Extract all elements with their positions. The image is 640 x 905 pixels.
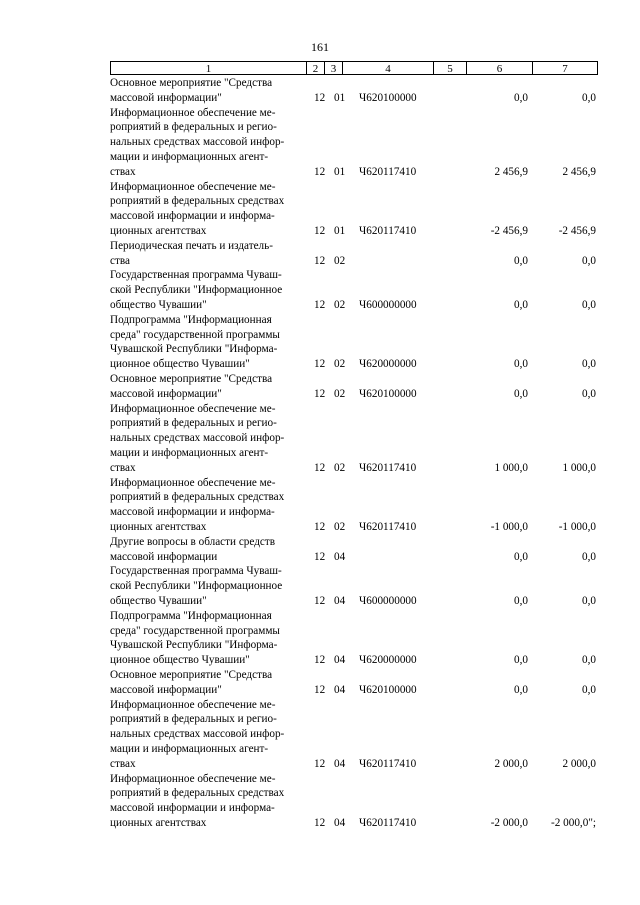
row-name xyxy=(110,535,308,565)
row-name xyxy=(110,313,308,372)
row-name xyxy=(110,609,308,668)
table-row xyxy=(110,313,600,372)
row-target-code: Ч620000000 xyxy=(359,654,417,667)
row-name-line: мации и информационных агент- xyxy=(110,446,269,459)
row-section: 12 xyxy=(314,594,326,607)
row-name xyxy=(110,476,308,535)
table-row xyxy=(110,772,600,831)
row-name xyxy=(110,372,308,402)
row-name-line: Чувашской Республики "Информа- xyxy=(110,639,278,652)
row-amount-6: 0,0 xyxy=(514,387,528,400)
row-amount-6: 0,0 xyxy=(514,91,528,104)
row-name xyxy=(110,564,308,608)
row-subsection: 04 xyxy=(334,550,346,563)
row-amount-7: 0,0 xyxy=(582,683,596,696)
row-amount-6: 0,0 xyxy=(514,298,528,311)
row-subsection: 02 xyxy=(334,461,346,474)
row-amount-7: -2 000,0"; xyxy=(551,816,596,829)
row-name xyxy=(110,106,308,180)
row-amount-6: 0,0 xyxy=(514,594,528,607)
row-amount-6: 0,0 xyxy=(514,254,528,267)
row-amount-7: 2 000,0 xyxy=(562,757,596,770)
row-name xyxy=(110,180,308,239)
row-target-code: Ч600000000 xyxy=(359,298,417,311)
row-amount-7: 0,0 xyxy=(582,654,596,667)
row-name-line: Основное мероприятие "Средства xyxy=(110,373,273,385)
row-name-line: Информационное обеспечение ме- xyxy=(110,698,276,711)
table-row xyxy=(110,180,600,239)
row-name-line: массовой информации и информа- xyxy=(110,802,275,815)
row-name-line: ционное общество Чувашии" xyxy=(110,358,250,371)
row-target-code: Ч620117410 xyxy=(359,757,417,770)
row-name-line: ционных агентствах xyxy=(110,224,207,237)
row-name-line: Информационное обеспечение ме- xyxy=(110,106,276,119)
row-name-line: роприятий в федеральных средствах xyxy=(110,195,285,208)
row-name-line: ционных агентствах xyxy=(110,520,207,533)
row-amount-7: 0,0 xyxy=(582,550,596,563)
row-name xyxy=(110,772,308,831)
row-subsection: 01 xyxy=(334,91,346,104)
row-target-code: Ч620117410 xyxy=(359,816,417,829)
row-section: 12 xyxy=(314,224,326,237)
row-name-line: Подпрограмма "Информационная xyxy=(110,609,272,622)
row-amount-6: 0,0 xyxy=(514,654,528,667)
row-name-line: Чувашской Республики "Информа- xyxy=(110,343,278,356)
table-row xyxy=(110,698,600,772)
row-name-line: Другие вопросы в области средств xyxy=(110,535,276,548)
row-name xyxy=(110,668,308,698)
row-amount-7: 0,0 xyxy=(582,91,596,104)
header-col-5: 5 xyxy=(433,61,467,75)
row-section: 12 xyxy=(314,816,326,829)
header-col-6: 6 xyxy=(466,61,533,75)
row-amount-6: 2 456,9 xyxy=(494,165,528,178)
row-subsection: 04 xyxy=(334,816,346,829)
header-col-7: 7 xyxy=(532,61,598,75)
table-row xyxy=(110,372,600,402)
row-name-line: мации и информационных агент- xyxy=(110,150,269,163)
row-section: 12 xyxy=(314,165,326,178)
row-amount-7: -2 456,9 xyxy=(558,224,596,237)
row-section: 12 xyxy=(314,91,326,104)
row-name xyxy=(110,268,308,312)
row-name-line: нальных средствах массовой инфор- xyxy=(110,728,285,741)
row-name-line: роприятий в федеральных и регио- xyxy=(110,121,277,134)
row-section: 12 xyxy=(314,654,326,667)
row-amount-6: 0,0 xyxy=(514,358,528,371)
row-name-line: массовой информации" xyxy=(110,387,222,400)
row-target-code: Ч620100000 xyxy=(359,91,417,104)
row-section: 12 xyxy=(314,683,326,696)
row-name-line: Информационное обеспечение ме- xyxy=(110,476,276,489)
row-subsection: 02 xyxy=(334,254,346,267)
row-name-line: нальных средствах массовой инфор- xyxy=(110,432,285,445)
row-name-line: роприятий в федеральных и регио- xyxy=(110,417,277,430)
row-target-code: Ч620000000 xyxy=(359,358,417,371)
row-name-line: ствах xyxy=(110,461,136,474)
row-target-code: Ч600000000 xyxy=(359,594,417,607)
row-subsection: 02 xyxy=(334,387,346,400)
row-name xyxy=(110,698,308,772)
row-name-line: Основное мероприятие "Средства xyxy=(110,669,273,681)
row-amount-7: 0,0 xyxy=(582,254,596,267)
row-target-code: Ч620117410 xyxy=(359,520,417,533)
row-name-line: Подпрограмма "Информационная xyxy=(110,313,272,326)
row-section: 12 xyxy=(314,550,326,563)
row-name-line: нальных средствах массовой инфор- xyxy=(110,136,285,149)
row-name-line: ствах xyxy=(110,757,136,770)
row-name-line: ствах xyxy=(110,165,136,178)
row-name-line: Государственная программа Чуваш- xyxy=(110,269,282,282)
row-target-code: Ч620100000 xyxy=(359,683,417,696)
table-row xyxy=(110,476,600,535)
table-header xyxy=(110,61,598,75)
header-col-4: 4 xyxy=(342,61,434,75)
table-row xyxy=(110,668,600,698)
row-name-line: роприятий в федеральных средствах xyxy=(110,491,285,504)
row-name-line: ционное общество Чувашии" xyxy=(110,654,250,667)
row-name-line: ской Республики "Информационное xyxy=(110,580,283,593)
row-subsection: 04 xyxy=(334,654,346,667)
row-name xyxy=(110,76,308,106)
row-section: 12 xyxy=(314,757,326,770)
row-name xyxy=(110,402,308,476)
table-row xyxy=(110,239,600,269)
row-amount-7: 0,0 xyxy=(582,387,596,400)
row-amount-6: 0,0 xyxy=(514,550,528,563)
row-name-line: ской Республики "Информационное xyxy=(110,284,283,297)
row-name-line: массовой информации и информа- xyxy=(110,210,275,223)
row-name-line: среда" государственной программы xyxy=(110,624,280,637)
row-amount-7: 2 456,9 xyxy=(562,165,596,178)
table-row xyxy=(110,76,600,106)
row-amount-7: -1 000,0 xyxy=(558,520,596,533)
row-amount-6: 0,0 xyxy=(514,683,528,696)
row-subsection: 04 xyxy=(334,683,346,696)
row-amount-7: 0,0 xyxy=(582,594,596,607)
table-row xyxy=(110,564,600,608)
row-name-line: массовой информации и информа- xyxy=(110,506,275,519)
row-name-line: Информационное обеспечение ме- xyxy=(110,180,276,193)
row-target-code: Ч620117410 xyxy=(359,224,417,237)
row-section: 12 xyxy=(314,520,326,533)
row-name-line: массовой информации" xyxy=(110,683,222,696)
table-row xyxy=(110,268,600,312)
header-col-1: 1 xyxy=(110,61,307,75)
row-target-code: Ч620117410 xyxy=(359,165,417,178)
header-col-3: 3 xyxy=(324,61,343,75)
row-name-line: среда" государственной программы xyxy=(110,328,280,341)
row-amount-6: -1 000,0 xyxy=(490,520,528,533)
row-section: 12 xyxy=(314,298,326,311)
row-name-line: ционных агентствах xyxy=(110,816,207,829)
row-name-line: Информационное обеспечение ме- xyxy=(110,402,276,415)
row-section: 12 xyxy=(314,254,326,267)
row-amount-6: -2 456,9 xyxy=(490,224,528,237)
row-subsection: 04 xyxy=(334,757,346,770)
header-col-2: 2 xyxy=(306,61,325,75)
row-name-line: общество Чувашии" xyxy=(110,298,207,311)
row-name-line: ства xyxy=(110,254,130,267)
table-row xyxy=(110,402,600,476)
table-row xyxy=(110,535,600,565)
table-row xyxy=(110,609,600,668)
table-row xyxy=(110,106,600,180)
row-subsection: 02 xyxy=(334,520,346,533)
row-section: 12 xyxy=(314,461,326,474)
row-name-line: Информационное обеспечение ме- xyxy=(110,772,276,785)
row-subsection: 04 xyxy=(334,594,346,607)
row-name-line: мации и информационных агент- xyxy=(110,742,269,755)
row-section: 12 xyxy=(314,387,326,400)
row-amount-6: 1 000,0 xyxy=(494,461,528,474)
row-subsection: 01 xyxy=(334,165,346,178)
row-name-line: Периодическая печать и издатель- xyxy=(110,239,273,252)
row-target-code: Ч620100000 xyxy=(359,387,417,400)
row-subsection: 02 xyxy=(334,358,346,371)
row-name-line: Государственная программа Чуваш- xyxy=(110,565,282,578)
row-name-line: роприятий в федеральных и регио- xyxy=(110,713,277,726)
row-name-line: массовой информации" xyxy=(110,91,222,104)
row-amount-7: 0,0 xyxy=(582,298,596,311)
page-number: 161 xyxy=(311,40,329,54)
row-section: 12 xyxy=(314,358,326,371)
row-name-line: общество Чувашии" xyxy=(110,594,207,607)
row-subsection: 01 xyxy=(334,224,346,237)
row-name-line: массовой информации xyxy=(110,550,218,563)
row-subsection: 02 xyxy=(334,298,346,311)
row-amount-7: 0,0 xyxy=(582,358,596,371)
row-target-code: Ч620117410 xyxy=(359,461,417,474)
row-name xyxy=(110,239,308,269)
row-amount-6: 2 000,0 xyxy=(494,757,528,770)
row-name-line: роприятий в федеральных средствах xyxy=(110,787,285,800)
row-name-line: Основное мероприятие "Средства xyxy=(110,77,273,89)
row-amount-6: -2 000,0 xyxy=(490,816,528,829)
row-amount-7: 1 000,0 xyxy=(562,461,596,474)
